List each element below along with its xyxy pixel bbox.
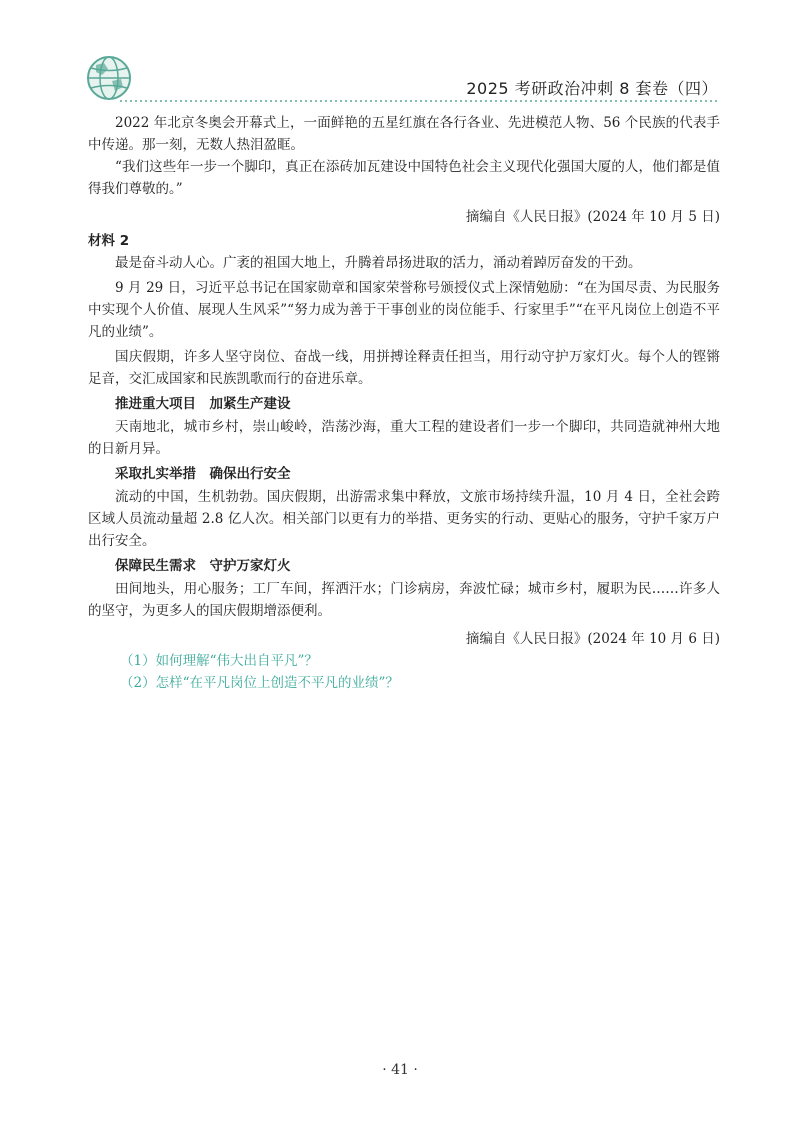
paragraph: “我们这些年一步一个脚印，真正在添砖加瓦建设中国特色社会主义现代化强国大厦的人，他们都是值得我们尊敬的。” xyxy=(88,159,720,197)
paragraph: 流动的中国，生机勃勃。国庆假期，出游需求集中释放，文旅市场持续升温，10 月 4 日，全社会跨区域人员流动量超 2.8 亿人次。相关部门以更有力的举措、更务实的行动、更贴心的服务，守护千家万户出行安全。 xyxy=(88,489,720,549)
paragraph: 天南地北，城市乡村，崇山峻岭，浩荡沙海，重大工程的建设者们一步一个脚印，共同造就神州大地的日新月异。 xyxy=(88,419,720,457)
paragraph: 9 月 29 日，习近平总书记在国家勋章和国家荣誉称号颁授仪式上深情勉励：“在为国尽责、为民服务中实现个人价值、展现人生风采”“努力成为善于干事创业的岗位能手、行家里手”“在平凡岗位上创造不平凡的业绩”。 xyxy=(88,280,720,340)
page-number: · 41 · xyxy=(382,1062,418,1078)
page-content xyxy=(88,112,720,694)
header-title: 2025 考研政治冲刺 8 套卷（四） xyxy=(466,79,718,98)
paragraph: 2022 年北京冬奥会开幕式上，一面鲜艳的五星红旗在各行各业、先进模范人物、56 个民族的代表手中传递。那一刻，无数人热泪盈眶。 xyxy=(88,115,720,153)
source-citation: 摘编自《人民日报》(2024 年 10 月 5 日) xyxy=(465,209,720,225)
header-dotted-rule xyxy=(120,98,718,104)
paragraph: 最是奋斗动人心。广袤的祖国大地上，升腾着昂扬进取的活力，涌动着踔厉奋发的干劲。 xyxy=(115,255,642,271)
paragraph: 国庆假期，许多人坚守岗位、奋战一线，用拼搏诠释责任担当，用行动守护万家灯火。每个人的铿锵足音，交汇成国家和民族凯歌而行的奋进乐章。 xyxy=(88,349,720,387)
question-item: （1）如何理解“伟大出自平凡”？ xyxy=(120,653,318,669)
section-heading: 采取扎实举措 确保出行安全 xyxy=(115,466,291,482)
section-heading: 保障民生需求 守护万家灯火 xyxy=(115,558,291,574)
material-label: 材料 2 xyxy=(88,233,130,249)
page-header xyxy=(0,0,800,110)
paragraph: 田间地头，用心服务；工厂车间，挥洒汗水；门诊病房，奔波忙碌；城市乡村，履职为民……许多人的坚守，为更多人的国庆假期增添便利。 xyxy=(88,581,720,619)
question-item: （2）怎样“在平凡岗位上创造不平凡的业绩”？ xyxy=(120,675,399,691)
globe-icon xyxy=(86,55,132,101)
section-heading: 推进重大项目 加紧生产建设 xyxy=(115,396,291,412)
source-citation: 摘编自《人民日报》(2024 年 10 月 6 日) xyxy=(465,631,720,647)
